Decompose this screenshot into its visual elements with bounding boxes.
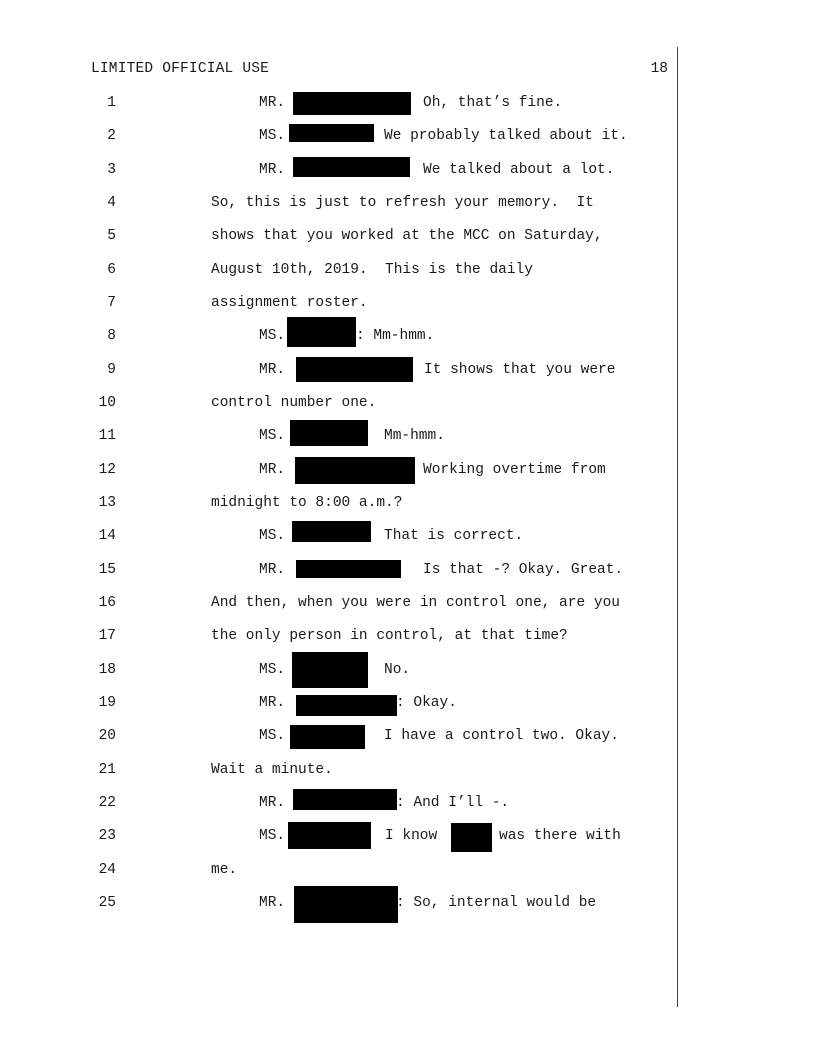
line-number: 15 bbox=[98, 562, 116, 578]
line-text: No. bbox=[384, 662, 411, 678]
line-number: 19 bbox=[98, 695, 116, 711]
redaction-box bbox=[451, 823, 492, 852]
transcript-line bbox=[0, 462, 816, 486]
line-text: That is correct. bbox=[384, 528, 524, 544]
line-text: shows that you worked at the MCC on Saturday, bbox=[211, 228, 603, 244]
transcript-line bbox=[0, 828, 816, 852]
line-text: We talked about a lot. bbox=[423, 162, 615, 178]
line-text: I know bbox=[385, 828, 438, 844]
line-number: 4 bbox=[107, 195, 116, 211]
page-number: 18 bbox=[650, 61, 668, 77]
line-number: 6 bbox=[107, 262, 116, 278]
line-text: : Mm-hmm. bbox=[356, 328, 435, 344]
line-number: 7 bbox=[107, 295, 116, 311]
redaction-box bbox=[293, 92, 411, 115]
speaker-label: MR. bbox=[259, 895, 286, 911]
line-number: 22 bbox=[98, 795, 116, 811]
line-number: 18 bbox=[98, 662, 116, 678]
speaker-label: MS. bbox=[259, 428, 286, 444]
redaction-box bbox=[293, 789, 397, 810]
transcript-line bbox=[0, 428, 816, 452]
line-number: 14 bbox=[98, 528, 116, 544]
speaker-label: MR. bbox=[259, 362, 286, 378]
transcript-line bbox=[0, 562, 816, 586]
line-number: 2 bbox=[107, 128, 116, 144]
redaction-box bbox=[287, 317, 356, 347]
line-text: me. bbox=[211, 862, 238, 878]
speaker-label: MR. bbox=[259, 795, 286, 811]
line-number: 11 bbox=[98, 428, 116, 444]
speaker-label: MR. bbox=[259, 95, 286, 111]
transcript-line bbox=[0, 528, 816, 552]
redaction-box bbox=[290, 725, 365, 749]
redaction-box bbox=[288, 822, 371, 849]
transcript-line bbox=[0, 162, 816, 186]
line-number: 21 bbox=[98, 762, 116, 778]
line-number: 16 bbox=[98, 595, 116, 611]
transcript-line bbox=[0, 595, 816, 619]
transcript-line bbox=[0, 795, 816, 819]
transcript-line bbox=[0, 195, 816, 219]
transcript-line bbox=[0, 862, 816, 886]
speaker-label: MS. bbox=[259, 528, 286, 544]
line-number: 10 bbox=[98, 395, 116, 411]
line-number: 3 bbox=[107, 162, 116, 178]
line-number: 25 bbox=[98, 895, 116, 911]
speaker-label: MR. bbox=[259, 162, 286, 178]
line-text: August 10th, 2019. This is the daily bbox=[211, 262, 533, 278]
line-text-continued: was there with bbox=[499, 828, 621, 844]
redaction-box bbox=[296, 695, 397, 716]
line-text: Is that -? Okay. Great. bbox=[423, 562, 624, 578]
line-number: 9 bbox=[107, 362, 116, 378]
line-number: 13 bbox=[98, 495, 116, 511]
speaker-label: MS. bbox=[259, 728, 286, 744]
line-text: : So, internal would be bbox=[396, 895, 597, 911]
redaction-box bbox=[295, 457, 415, 484]
redaction-box bbox=[294, 886, 398, 923]
transcript-line bbox=[0, 362, 816, 386]
transcript-line bbox=[0, 762, 816, 786]
transcript-line bbox=[0, 228, 816, 252]
line-text: : Okay. bbox=[396, 695, 457, 711]
line-text: It shows that you were bbox=[424, 362, 616, 378]
line-text: So, this is just to refresh your memory. It bbox=[211, 195, 594, 211]
speaker-label: MS. bbox=[259, 128, 286, 144]
redaction-box bbox=[292, 652, 368, 688]
line-text: Working overtime from bbox=[423, 462, 606, 478]
speaker-label: MS. bbox=[259, 828, 286, 844]
line-text: And then, when you were in control one, are you bbox=[211, 595, 620, 611]
line-text: : And I’ll -. bbox=[396, 795, 510, 811]
line-text: Oh, that’s fine. bbox=[423, 95, 563, 111]
line-text: the only person in control, at that time? bbox=[211, 628, 568, 644]
transcript-line bbox=[0, 295, 816, 319]
classification-header: LIMITED OFFICIAL USE bbox=[91, 61, 270, 77]
line-number: 1 bbox=[107, 95, 116, 111]
line-number: 24 bbox=[98, 862, 116, 878]
transcript-line bbox=[0, 328, 816, 352]
line-text: midnight to 8:00 a.m.? bbox=[211, 495, 403, 511]
redaction-box bbox=[289, 124, 374, 142]
speaker-label: MR. bbox=[259, 462, 286, 478]
transcript-line bbox=[0, 262, 816, 286]
redaction-box bbox=[292, 521, 371, 542]
transcript-line bbox=[0, 628, 816, 652]
line-text: control number one. bbox=[211, 395, 377, 411]
line-text: assignment roster. bbox=[211, 295, 368, 311]
speaker-label: MS. bbox=[259, 328, 286, 344]
transcript-line bbox=[0, 662, 816, 686]
line-text: I have a control two. Okay. bbox=[384, 728, 619, 744]
line-number: 5 bbox=[107, 228, 116, 244]
transcript-line bbox=[0, 728, 816, 752]
line-text: Wait a minute. bbox=[211, 762, 333, 778]
transcript-line bbox=[0, 895, 816, 919]
transcript-line bbox=[0, 95, 816, 119]
line-number: 17 bbox=[98, 628, 116, 644]
redaction-box bbox=[296, 560, 401, 578]
speaker-label: MS. bbox=[259, 662, 286, 678]
speaker-label: MR. bbox=[259, 562, 286, 578]
transcript-line bbox=[0, 128, 816, 152]
line-text: Mm-hmm. bbox=[384, 428, 445, 444]
redaction-box bbox=[296, 357, 413, 382]
transcript-line bbox=[0, 395, 816, 419]
line-number: 12 bbox=[98, 462, 116, 478]
redaction-box bbox=[290, 420, 368, 446]
transcript-line bbox=[0, 495, 816, 519]
redaction-box bbox=[293, 157, 410, 177]
line-number: 20 bbox=[98, 728, 116, 744]
line-number: 8 bbox=[107, 328, 116, 344]
line-number: 23 bbox=[98, 828, 116, 844]
transcript-line bbox=[0, 695, 816, 719]
line-text: We probably talked about it. bbox=[384, 128, 628, 144]
speaker-label: MR. bbox=[259, 695, 286, 711]
